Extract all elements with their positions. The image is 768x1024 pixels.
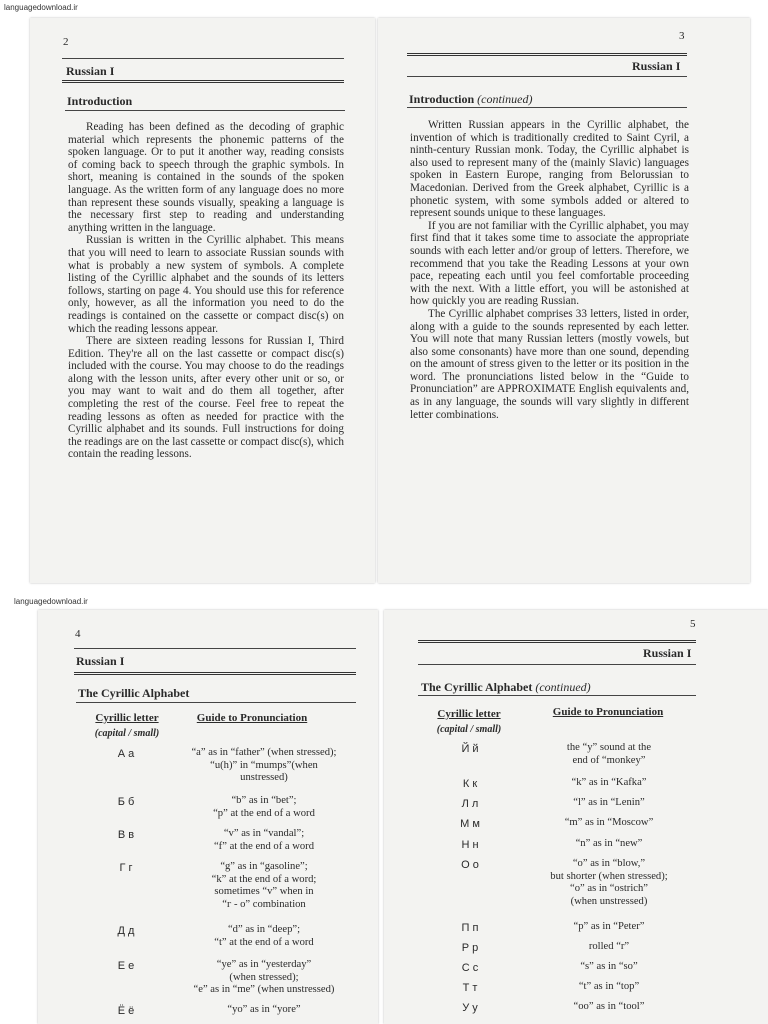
guide-line: “g” as in “gasoline”; — [220, 861, 308, 872]
guide-line: “d” as in “deep”; — [227, 924, 301, 935]
guide-line: (when stressed); — [229, 971, 299, 983]
cyrillic-letter: У у — [462, 1002, 478, 1014]
cyrillic-letter: Т т — [462, 982, 478, 994]
cyrillic-letter: С с — [461, 962, 479, 974]
page-number: 3 — [679, 30, 685, 42]
column-subheader: (capital / small) — [436, 724, 502, 735]
column-header-letter: Cyrillic letter — [95, 712, 159, 724]
paragraph: There are sixteen reading lessons for Russian I, Third Edition. They're all on the last cassette or compact disc(s) included with the course. You may choose to do the readings along with the lesson units, after every other unit or so, or you may want to wait and do them all together, after completing the rest of the course. Feel free to repeat the reading lessons as often as needed for practice with the Cyrillic alphabet and its sounds. Full instructions for doing the readings are on the last cassette or compact disc(s), which contain the reading lessons. — [68, 335, 344, 461]
running-head: Russian I — [76, 654, 125, 668]
section-heading: The Cyrillic Alphabet — [78, 686, 190, 700]
head-rule — [407, 76, 687, 77]
cyrillic-letter: Н н — [461, 839, 479, 851]
guide-line: “yo” as in “yore” — [227, 1004, 301, 1015]
top-rule — [407, 53, 687, 56]
cyrillic-letter: П п — [461, 922, 479, 934]
column-header-guide: Guide to Pronunciation — [552, 706, 664, 718]
section-heading: Introduction — [67, 94, 133, 108]
guide-line: “s” as in “so” — [580, 961, 638, 972]
guide-line: but shorter (when stressed); — [550, 870, 668, 882]
cyrillic-letter: Д д — [117, 925, 135, 937]
cyrillic-letter: Б б — [117, 796, 135, 808]
cyrillic-letter: Й й — [461, 743, 479, 755]
pronunciation-guide — [164, 795, 364, 820]
pronunciation-guide — [164, 747, 364, 785]
watermark-bottom: languagedownload.ir — [14, 597, 88, 606]
guide-line: unstressed) — [240, 772, 288, 784]
page-number: 5 — [690, 618, 696, 630]
column-subheader: (capital / small) — [94, 728, 160, 739]
guide-line: “k” at the end of a word; — [211, 873, 317, 885]
guide-line: “ye” as in “yesterday” — [216, 959, 312, 970]
guide-line: “t” as in “top” — [578, 981, 640, 992]
page-number: 2 — [63, 36, 69, 48]
cyrillic-letter: Г г — [119, 862, 133, 874]
column-header-letter: Cyrillic letter — [437, 708, 501, 720]
pronunciation-guide — [509, 777, 709, 790]
paragraph: Reading has been defined as the decoding of graphic material which represents the phonemic patterns of the spoken language. Or to put it another way, reading consists of coming back to speech through the graphic symbols. In short, meaning is contained in the sounds of the spoken language. As the written form of any language does no more than represent these sounds visually, speaking a language is the necessary first step to reading and understanding anything written in the language. — [68, 121, 344, 234]
running-head: Russian I — [66, 64, 115, 78]
guide-line: “a” as in “father” (when stressed); — [191, 747, 337, 758]
column-header-guide: Guide to Pronunciation — [196, 712, 308, 724]
guide-line: rolled “r” — [588, 941, 630, 952]
cyrillic-letter: К к — [462, 778, 478, 790]
page-3-body — [410, 119, 689, 421]
pronunciation-guide — [164, 861, 364, 911]
cyrillic-letter: Ё ё — [117, 1005, 135, 1017]
pronunciation-guide — [509, 941, 709, 954]
pronunciation-guide — [164, 828, 364, 853]
cyrillic-letter: В в — [117, 829, 135, 841]
page-2-body — [68, 121, 344, 461]
guide-line: “p” as in “Peter” — [573, 921, 645, 932]
head-rule — [418, 664, 696, 665]
continued-note: (continued) — [477, 92, 533, 106]
section-title: Introduction — [409, 92, 475, 106]
cyrillic-letter: А а — [117, 748, 135, 760]
paragraph: If you are not familiar with the Cyrillic alphabet, you may first find that it takes some time to associate the appropriate sounds with each letter and/or group of letters. Therefore, we recommend that you take the Reading Lessons at your own pace, repeating each until you feel comfortable proceeding with the next. With a little effort, you will be astonished at how quickly you are reading Russian. — [410, 219, 689, 308]
guide-line: sometimes “v” when in — [214, 886, 314, 898]
cyrillic-letter: М м — [460, 818, 480, 830]
pronunciation-guide — [509, 797, 709, 810]
head-rule — [62, 80, 344, 83]
continued-note: (continued) — [535, 680, 591, 694]
guide-line: “l” as in “Lenin” — [573, 797, 645, 808]
paragraph: Russian is written in the Cyrillic alphabet. This means that you will need to learn to associate Russian sounds with what is probably a new system of symbols. A complete listing of the Cyrillic alphabet and the sounds of its letters follows, starting on page 4. You should use this for reference only, however, as all the information you need to do the readings is contained on the cassette or compact disc(s) on which the reading lessons appear. — [68, 234, 344, 335]
guide-line: “t” at the end of a word — [214, 936, 314, 948]
guide-line: “г - о” combination — [222, 898, 306, 910]
top-rule — [62, 58, 344, 59]
pronunciation-guide — [509, 817, 709, 830]
guide-line: “oo” as in “tool” — [573, 1001, 645, 1012]
section-title: The Cyrillic Alphabet — [421, 680, 533, 694]
pronunciation-guide — [509, 981, 709, 994]
guide-line: “p” at the end of a word — [213, 807, 315, 819]
guide-line: “o” as in “ostrich” — [570, 883, 648, 895]
guide-line: “b” as in “bet”; — [231, 795, 297, 806]
running-head: Russian I — [632, 59, 681, 73]
guide-line: “m” as in “Moscow” — [564, 817, 654, 828]
pronunciation-guide — [509, 742, 709, 767]
section-rule — [76, 702, 356, 703]
guide-line: the “y” sound at the — [566, 742, 652, 753]
paragraph: The Cyrillic alphabet comprises 33 letters, listed in order, along with a guide to the sounds represented by each letter. You will note that many Russian letters (mostly vowels, but also some consonants) have more than one sound, depending on the amount of stress given to the letter or its position in the word. The pronunciations listed below in the “Guide to Pronunciation” are APPROXIMATE English equivalents and, as in any language, the sounds will vary slightly in different letter combinations. — [410, 307, 689, 421]
pronunciation-guide — [164, 924, 364, 949]
guide-line: “e” as in “me” (when unstressed) — [193, 984, 335, 996]
guide-line: “o” as in “blow,” — [572, 858, 646, 869]
section-heading — [421, 680, 591, 695]
top-rule — [418, 640, 696, 643]
top-rule — [74, 648, 356, 649]
cyrillic-letter: О о — [461, 859, 479, 871]
section-heading — [409, 92, 532, 107]
guide-line: “u(h)” in “mumps”(when — [210, 759, 318, 771]
section-rule — [65, 110, 345, 111]
guide-line: “n” as in “new” — [575, 838, 643, 849]
head-rule — [74, 672, 356, 675]
watermark-top: languagedownload.ir — [4, 3, 78, 12]
guide-line: end of “monkey” — [572, 754, 646, 766]
pronunciation-guide — [509, 838, 709, 851]
guide-line: “v” as in “vandal”; — [223, 828, 305, 839]
guide-line: “f” at the end of a word — [213, 840, 314, 852]
section-rule — [407, 107, 687, 108]
cyrillic-letter: Е е — [117, 960, 135, 972]
pronunciation-guide — [509, 1001, 709, 1014]
pronunciation-guide — [509, 858, 709, 908]
pronunciation-guide — [509, 921, 709, 934]
page-number: 4 — [75, 628, 81, 640]
pronunciation-guide — [509, 961, 709, 974]
guide-line: (when unstressed) — [570, 895, 648, 907]
pronunciation-guide — [164, 959, 364, 997]
cyrillic-letter: Л л — [461, 798, 479, 810]
pronunciation-guide — [164, 1004, 364, 1017]
section-rule — [418, 695, 696, 696]
running-head: Russian I — [643, 646, 692, 660]
paragraph: Written Russian appears in the Cyrillic alphabet, the invention of which is traditionally credited to Saint Cyril, a ninth-century Russian monk. Today, the Cyrillic alphabet is also used to represent many of the (mainly Slavic) languages spoken in Eastern Europe, ranging from Belorussian to Macedonian. Derived from the Greek alphabet, Cyrillic is a phonetic system, with some symbols added or altered to represent sounds unique to these languages. — [410, 119, 689, 220]
cyrillic-letter: Р р — [461, 942, 479, 954]
guide-line: “k” as in “Kafka” — [571, 777, 647, 788]
